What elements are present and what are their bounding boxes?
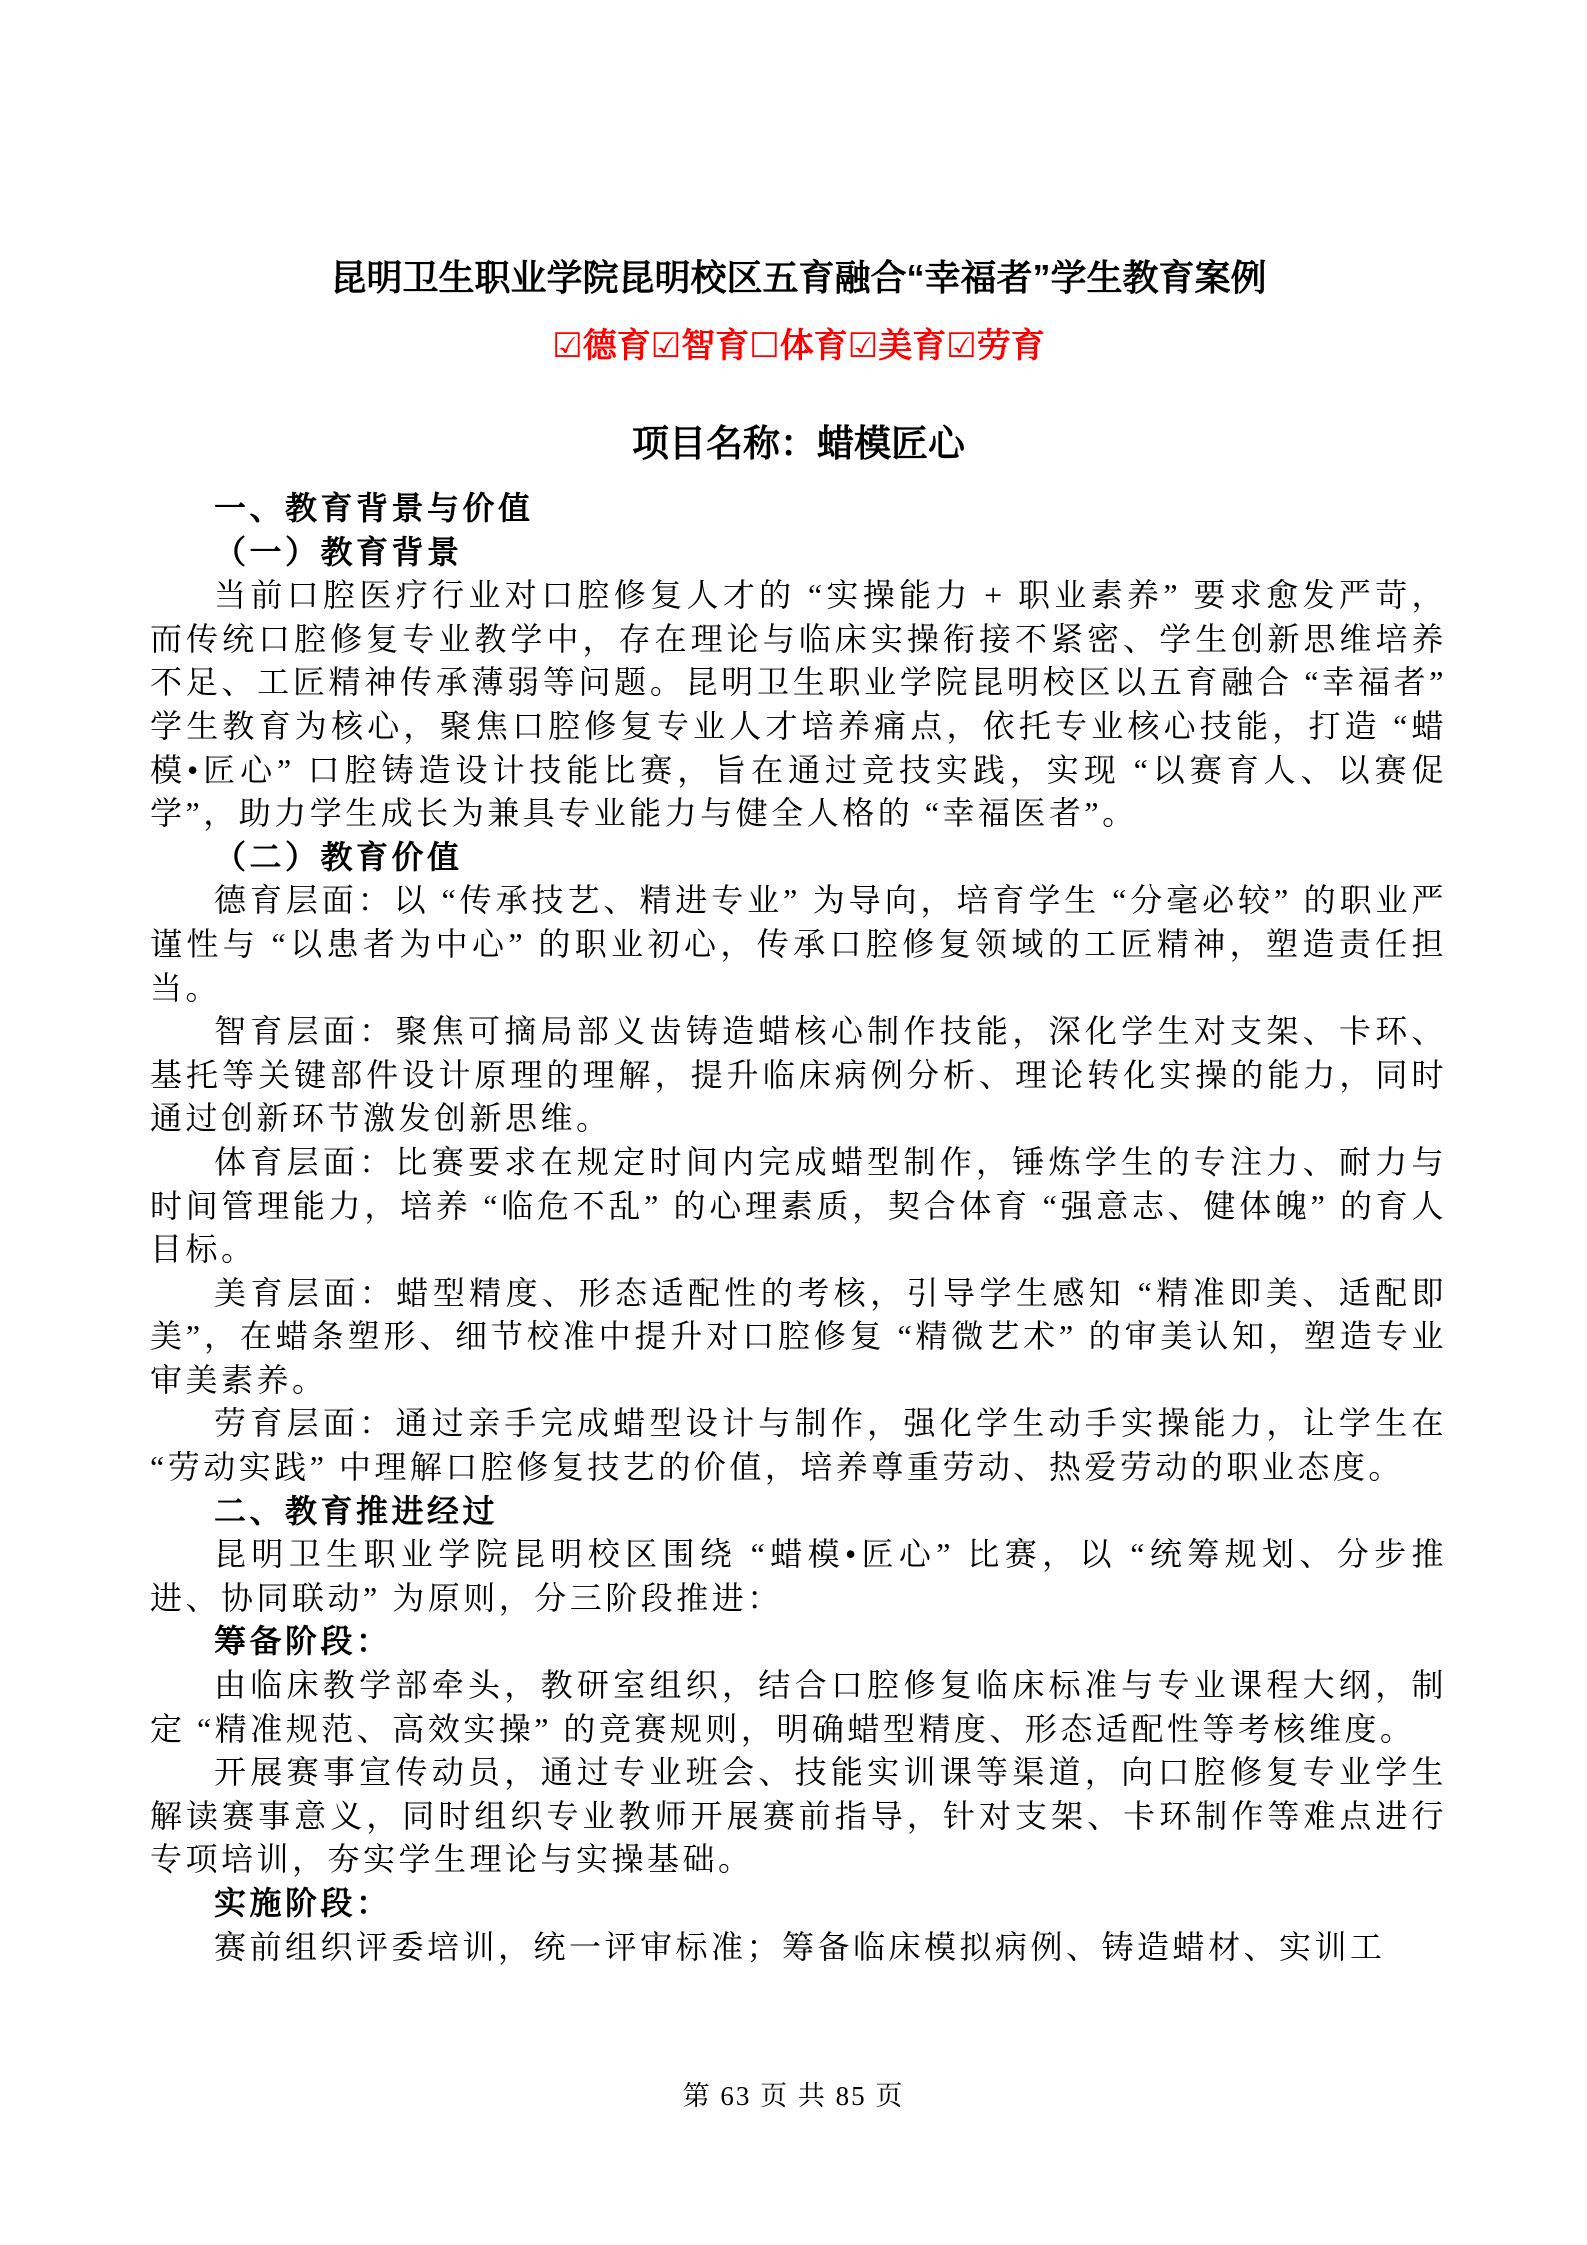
subsection-1-1-heading: （一）教育背景 [214, 533, 463, 570]
preparation-paragraph-2: 开展赛事宣传动员，通过专业班会、技能实训课等渠道，向口腔修复专业学生解读赛事意义，同时组织专业教师开展赛前指导，针对支架、卡环制作等难点进行专项培训，夯实学生理论与实操基础。 [150, 1754, 1447, 1878]
edu-tag-aesthetic-checked: ☑美育 [847, 327, 947, 365]
moral-education-paragraph: 德育层面：以 “传承技艺、精进专业” 为导向，培育学生 “分毫必较” 的职业严谨性与 “以患者为中心” 的职业初心，传承口腔修复领域的工匠精神，塑造责任担当。 [150, 882, 1447, 1006]
document-title: 昆明卫生职业学院昆明校区五育融合“幸福者”学生教育案例 [330, 257, 1267, 298]
edu-tag-physical-unchecked: ☐体育 [749, 327, 848, 365]
promotion-intro-paragraph: 昆明卫生职业学院昆明校区围绕 “蜡模•匠心” 比赛，以 “统筹规划、分步推进、协同联动” 为原则，分三阶段推进： [150, 1536, 1447, 1616]
section-1-heading: 一、教育背景与价值 [214, 490, 534, 526]
edu-tags-line [150, 323, 1447, 369]
page-number-footer: 第 63 页 共 85 页 [682, 2081, 905, 2111]
edu-tag-intellect-checked: ☑智育 [650, 327, 750, 365]
edu-tag-moral-checked: ☑德育 [552, 327, 651, 365]
subsection-1-2-heading: （二）教育价值 [214, 838, 463, 875]
edu-tag-labor-checked: ☑劳育 [946, 327, 1045, 365]
labor-education-paragraph: 劳育层面：通过亲手完成蜡型设计与制作，强化学生动手实操能力，让学生在 “劳动实践” 中理解口腔修复技艺的价值，培养尊重劳动、热爱劳动的职业态度。 [150, 1405, 1447, 1486]
project-name-heading: 项目名称：蜡模匠心 [632, 423, 965, 464]
implementation-stage-heading: 实施阶段： [214, 1885, 392, 1921]
background-paragraph: 当前口腔医疗行业对口腔修复人才的 “实操能力 + 职业素养” 要求愈发严苛，而传统口腔修复专业教学中，存在理论与临床实操衔接不紧密、学生创新思维培养不足、工匠精神传承薄弱等问题。昆明卫生职业学院昆明校区以五育融合 “幸福者” 学生教育为核心，聚焦口腔修复专业人才培养痛点，依托专业核心技能，打造 “蜡模•匠心” 口腔铸造设计技能比赛，旨在通过竞技实践，实现 “以赛育人、以赛促学”，助力学生成长为兼具专业能力与健全人格的 “幸福医者”。 [150, 577, 1447, 832]
preparation-paragraph-1: 由临床教学部牵头，教研室组织，结合口腔修复临床标准与专业课程大纲，制定 “精准规范、高效实操” 的竞赛规则，明确蜡型精度、形态适配性等考核维度。 [150, 1667, 1447, 1747]
section-2-heading: 二、教育推进经过 [214, 1492, 499, 1529]
implementation-paragraph: 赛前组织评委培训，统一评审标准；筹备临床模拟病例、铸造蜡材、实训工 [214, 1928, 1386, 1965]
aesthetic-education-paragraph: 美育层面：蜡型精度、形态适配性的考核，引导学生感知 “精准即美、适配即美”，在蜡条塑形、细节校准中提升对口腔修复 “精微艺术” 的审美认知，塑造专业审美素养。 [150, 1274, 1447, 1398]
preparation-stage-heading: 筹备阶段： [214, 1623, 392, 1660]
document-body [150, 487, 1447, 1969]
physical-education-paragraph: 体育层面：比赛要求在规定时间内完成蜡型制作，锤炼学生的专注力、耐力与时间管理能力，培养 “临危不乱” 的心理素质，契合体育 “强意志、健体魄” 的育人目标。 [150, 1143, 1447, 1268]
intellect-education-paragraph: 智育层面：聚焦可摘局部义齿铸造蜡核心制作技能，深化学生对支架、卡环、基托等关键部件设计原理的理解，提升临床病例分析、理论转化实操的能力，同时通过创新环节激发创新思维。 [150, 1013, 1447, 1137]
